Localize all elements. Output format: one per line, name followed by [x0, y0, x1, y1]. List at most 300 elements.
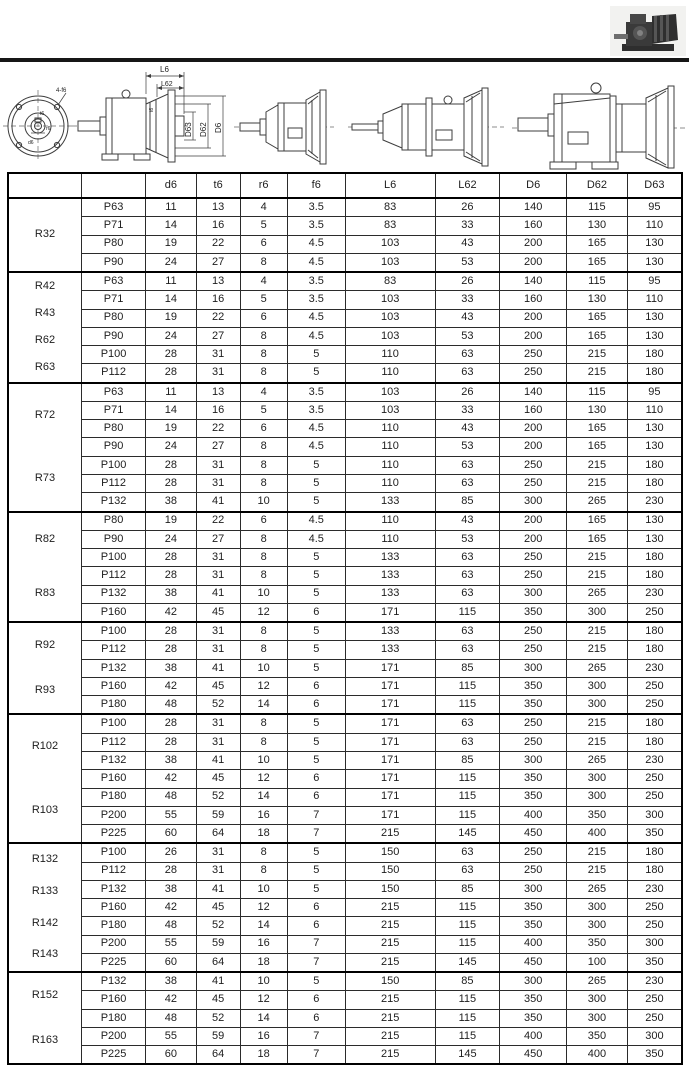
value-cell: 115 [435, 917, 500, 935]
value-cell: 165 [567, 253, 628, 272]
table-row [8, 899, 682, 917]
value-cell: 200 [500, 327, 567, 345]
table-row [8, 880, 682, 898]
value-cell: 115 [435, 1027, 500, 1045]
frame-size-cell: P180 [82, 1009, 146, 1027]
divider-rule [0, 58, 689, 62]
value-cell: 45 [196, 991, 240, 1009]
value-cell: 63 [435, 346, 500, 364]
value-cell: 3.5 [287, 291, 345, 309]
D62-dimension-label: D62 [199, 122, 208, 137]
value-cell: 165 [567, 235, 628, 253]
value-cell: 55 [146, 935, 197, 953]
value-cell: 27 [196, 438, 240, 456]
value-cell: 171 [345, 696, 435, 715]
value-cell: 5 [287, 585, 345, 603]
value-cell: 43 [435, 309, 500, 327]
value-cell: 43 [435, 512, 500, 531]
value-cell: 55 [146, 806, 197, 824]
extended-assembly-drawing [348, 88, 504, 166]
value-cell: 215 [345, 1046, 435, 1065]
value-cell: 19 [146, 309, 197, 327]
frame-size-cell: P100 [82, 346, 146, 364]
frame-size-cell: P90 [82, 253, 146, 272]
column-header: D63 [627, 173, 682, 198]
value-cell: 16 [196, 401, 240, 419]
value-cell: 26 [435, 198, 500, 217]
value-cell: 171 [345, 770, 435, 788]
value-cell: 133 [345, 585, 435, 603]
value-cell: 133 [345, 493, 435, 512]
value-cell: 180 [627, 714, 682, 733]
value-cell: 63 [435, 474, 500, 492]
value-cell: 140 [500, 383, 567, 402]
value-cell: 350 [500, 1009, 567, 1027]
value-cell: 215 [567, 641, 628, 659]
value-cell: 160 [500, 291, 567, 309]
value-cell: 250 [627, 603, 682, 622]
D63-dimension-label: D63 [184, 122, 193, 137]
value-cell: 7 [287, 953, 345, 972]
table-row [8, 235, 682, 253]
value-cell: 48 [146, 1009, 197, 1027]
value-cell: 24 [146, 253, 197, 272]
value-cell: 150 [345, 862, 435, 880]
value-cell: 63 [435, 585, 500, 603]
value-cell: 250 [500, 346, 567, 364]
model-group-cell [8, 843, 82, 972]
value-cell: 140 [500, 198, 567, 217]
value-cell: 41 [196, 585, 240, 603]
value-cell: 215 [345, 1027, 435, 1045]
value-cell: 28 [146, 641, 197, 659]
value-cell: 150 [345, 843, 435, 862]
frame-size-cell: P225 [82, 1046, 146, 1065]
value-cell: 5 [240, 291, 287, 309]
model-label: R93 [34, 684, 56, 697]
value-cell: 38 [146, 659, 197, 677]
value-cell: 12 [240, 677, 287, 695]
value-cell: 43 [435, 235, 500, 253]
table-row [8, 420, 682, 438]
value-cell: 300 [567, 917, 628, 935]
table-row [8, 825, 682, 844]
value-cell: 250 [500, 714, 567, 733]
value-cell: 115 [435, 806, 500, 824]
value-cell: 26 [435, 383, 500, 402]
value-cell: 450 [500, 953, 567, 972]
value-cell: 103 [345, 235, 435, 253]
value-cell: 31 [196, 474, 240, 492]
frame-size-cell: P160 [82, 770, 146, 788]
value-cell: 180 [627, 549, 682, 567]
value-cell: 63 [435, 549, 500, 567]
value-cell: 130 [627, 420, 682, 438]
value-cell: 14 [240, 788, 287, 806]
frame-size-cell: P90 [82, 327, 146, 345]
flange-front-view-drawing [3, 88, 74, 162]
value-cell: 300 [567, 899, 628, 917]
value-cell: 8 [240, 549, 287, 567]
frame-size-cell: P200 [82, 806, 146, 824]
value-cell: 28 [146, 622, 197, 641]
value-cell: 103 [345, 401, 435, 419]
value-cell: 300 [627, 935, 682, 953]
value-cell: 55 [146, 1027, 197, 1045]
frame-size-cell: P63 [82, 272, 146, 291]
value-cell: 5 [287, 733, 345, 751]
value-cell: 27 [196, 253, 240, 272]
value-cell: 95 [627, 198, 682, 217]
value-cell: 115 [435, 696, 500, 715]
frame-size-cell: P132 [82, 880, 146, 898]
value-cell: 115 [435, 677, 500, 695]
value-cell: 200 [500, 420, 567, 438]
table-row [8, 438, 682, 456]
value-cell: 42 [146, 770, 197, 788]
value-cell: 16 [240, 935, 287, 953]
value-cell: 171 [345, 714, 435, 733]
value-cell: 12 [240, 991, 287, 1009]
value-cell: 4 [240, 272, 287, 291]
value-cell: 350 [567, 935, 628, 953]
value-cell: 5 [287, 493, 345, 512]
model-label: R132 [31, 853, 59, 866]
value-cell: 150 [345, 972, 435, 991]
column-header: L6 [345, 173, 435, 198]
value-cell: 3.5 [287, 383, 345, 402]
value-cell: 230 [627, 972, 682, 991]
value-cell: 5 [287, 714, 345, 733]
spec-table [7, 172, 683, 1065]
gearmotor-photo [610, 6, 686, 56]
value-cell: 265 [567, 972, 628, 991]
value-cell: 350 [500, 899, 567, 917]
spec-table-body [8, 198, 682, 1064]
value-cell: 300 [500, 585, 567, 603]
value-cell: 4.5 [287, 327, 345, 345]
value-cell: 4.5 [287, 235, 345, 253]
value-cell: 31 [196, 641, 240, 659]
value-cell: 250 [500, 843, 567, 862]
value-cell: 250 [500, 364, 567, 383]
value-cell: 215 [345, 935, 435, 953]
value-cell: 52 [196, 788, 240, 806]
value-cell: 300 [627, 806, 682, 824]
value-cell: 100 [567, 953, 628, 972]
value-cell: 31 [196, 714, 240, 733]
value-cell: 200 [500, 235, 567, 253]
value-cell: 250 [500, 474, 567, 492]
model-label: R73 [34, 472, 56, 485]
frame-size-cell: P200 [82, 935, 146, 953]
value-cell: 165 [567, 512, 628, 531]
frame-size-cell: P112 [82, 567, 146, 585]
value-cell: 41 [196, 972, 240, 991]
value-cell: 250 [627, 696, 682, 715]
value-cell: 265 [567, 751, 628, 769]
model-group-cell [8, 198, 82, 272]
value-cell: 5 [287, 972, 345, 991]
value-cell: 180 [627, 641, 682, 659]
value-cell: 8 [240, 622, 287, 641]
value-cell: 85 [435, 972, 500, 991]
frame-size-cell: P132 [82, 751, 146, 769]
value-cell: 171 [345, 677, 435, 695]
value-cell: 26 [146, 843, 197, 862]
table-row [8, 751, 682, 769]
value-cell: 11 [146, 383, 197, 402]
table-row [8, 401, 682, 419]
value-cell: 110 [345, 530, 435, 548]
model-label: R72 [34, 408, 56, 421]
value-cell: 10 [240, 972, 287, 991]
value-cell: 215 [345, 991, 435, 1009]
value-cell: 180 [627, 456, 682, 474]
value-cell: 6 [287, 677, 345, 695]
value-cell: 60 [146, 1046, 197, 1065]
value-cell: 6 [287, 899, 345, 917]
value-cell: 8 [240, 474, 287, 492]
value-cell: 8 [240, 530, 287, 548]
value-cell: 130 [627, 530, 682, 548]
value-cell: 6 [287, 788, 345, 806]
table-row [8, 935, 682, 953]
value-cell: 63 [435, 862, 500, 880]
value-cell: 171 [345, 733, 435, 751]
frame-size-cell: P132 [82, 493, 146, 512]
value-cell: 63 [435, 641, 500, 659]
value-cell: 230 [627, 659, 682, 677]
value-cell: 200 [500, 512, 567, 531]
value-cell: 85 [435, 880, 500, 898]
value-cell: 18 [240, 1046, 287, 1065]
value-cell: 250 [627, 1009, 682, 1027]
value-cell: 31 [196, 456, 240, 474]
value-cell: 110 [345, 364, 435, 383]
value-cell: 180 [627, 733, 682, 751]
table-row [8, 843, 682, 862]
frame-size-cell: P90 [82, 438, 146, 456]
value-cell: 171 [345, 806, 435, 824]
value-cell: 45 [196, 677, 240, 695]
table-row [8, 364, 682, 383]
model-label: R83 [34, 587, 56, 600]
value-cell: 95 [627, 383, 682, 402]
model-label: R42 [34, 279, 56, 292]
value-cell: 22 [196, 309, 240, 327]
value-cell: 3.5 [287, 401, 345, 419]
value-cell: 28 [146, 567, 197, 585]
model-group-cell [8, 512, 82, 623]
model-label: R102 [31, 740, 59, 753]
value-cell: 22 [196, 512, 240, 531]
value-cell: 5 [287, 622, 345, 641]
L62-dimension-label: L62 [161, 81, 173, 88]
value-cell: 160 [500, 401, 567, 419]
value-cell: 83 [345, 217, 435, 235]
value-cell: 115 [435, 770, 500, 788]
value-cell: 350 [500, 603, 567, 622]
value-cell: 300 [500, 880, 567, 898]
value-cell: 53 [435, 438, 500, 456]
value-cell: 145 [435, 953, 500, 972]
value-cell: 230 [627, 880, 682, 898]
column-header: r6 [240, 173, 287, 198]
value-cell: 63 [435, 714, 500, 733]
frame-size-cell: P160 [82, 899, 146, 917]
value-cell: 400 [500, 1027, 567, 1045]
value-cell: 52 [196, 917, 240, 935]
value-cell: 250 [500, 549, 567, 567]
frame-size-cell: P132 [82, 659, 146, 677]
value-cell: 165 [567, 327, 628, 345]
value-cell: 350 [500, 770, 567, 788]
value-cell: 180 [627, 622, 682, 641]
value-cell: 7 [287, 806, 345, 824]
value-cell: 42 [146, 991, 197, 1009]
value-cell: 5 [287, 346, 345, 364]
compact-side-view-drawing [234, 90, 334, 164]
frame-size-cell: P180 [82, 917, 146, 935]
frame-size-cell: P225 [82, 825, 146, 844]
frame-size-cell: P100 [82, 622, 146, 641]
value-cell: 4.5 [287, 420, 345, 438]
value-cell: 115 [567, 198, 628, 217]
value-cell: 16 [240, 1027, 287, 1045]
table-row [8, 585, 682, 603]
value-cell: 14 [240, 696, 287, 715]
column-header: f6 [287, 173, 345, 198]
value-cell: 215 [345, 917, 435, 935]
table-row [8, 530, 682, 548]
value-cell: 400 [567, 1046, 628, 1065]
value-cell: 215 [345, 953, 435, 972]
value-cell: 6 [287, 696, 345, 715]
table-row [8, 1027, 682, 1045]
value-cell: 300 [500, 751, 567, 769]
value-cell: 42 [146, 677, 197, 695]
value-cell: 41 [196, 659, 240, 677]
value-cell: 171 [345, 751, 435, 769]
value-cell: 64 [196, 825, 240, 844]
model-label: R92 [34, 638, 56, 651]
value-cell: 63 [435, 733, 500, 751]
value-cell: 31 [196, 549, 240, 567]
frame-size-cell: P100 [82, 456, 146, 474]
value-cell: 22 [196, 235, 240, 253]
value-cell: 110 [627, 217, 682, 235]
frame-size-cell: P90 [82, 530, 146, 548]
value-cell: 250 [627, 917, 682, 935]
table-row [8, 917, 682, 935]
value-cell: 43 [435, 420, 500, 438]
value-cell: 115 [435, 991, 500, 1009]
model-label: R152 [31, 988, 59, 1001]
value-cell: 33 [435, 291, 500, 309]
frame-size-cell: P112 [82, 474, 146, 492]
value-cell: 115 [435, 899, 500, 917]
value-cell: 200 [500, 253, 567, 272]
value-cell: 115 [567, 383, 628, 402]
frame-size-cell: P225 [82, 953, 146, 972]
value-cell: 4.5 [287, 309, 345, 327]
value-cell: 165 [567, 530, 628, 548]
value-cell: 14 [146, 291, 197, 309]
column-header: L62 [435, 173, 500, 198]
column-header: d6 [146, 173, 197, 198]
value-cell: 180 [627, 364, 682, 383]
value-cell: 10 [240, 880, 287, 898]
value-cell: 13 [196, 383, 240, 402]
value-cell: 300 [500, 972, 567, 991]
table-row [8, 217, 682, 235]
table-row [8, 953, 682, 972]
model-label: R103 [31, 803, 59, 816]
value-cell: 4.5 [287, 253, 345, 272]
value-cell: 250 [500, 862, 567, 880]
model-label: R32 [34, 228, 56, 241]
value-cell: 350 [627, 953, 682, 972]
table-row [8, 549, 682, 567]
value-cell: 150 [345, 880, 435, 898]
value-cell: 180 [627, 862, 682, 880]
value-cell: 41 [196, 751, 240, 769]
value-cell: 215 [567, 549, 628, 567]
value-cell: 18 [240, 825, 287, 844]
value-cell: 133 [345, 567, 435, 585]
value-cell: 103 [345, 291, 435, 309]
column-header [82, 173, 146, 198]
value-cell: 130 [627, 512, 682, 531]
value-cell: 400 [500, 806, 567, 824]
value-cell: 53 [435, 530, 500, 548]
value-cell: 31 [196, 364, 240, 383]
value-cell: 5 [287, 862, 345, 880]
table-row [8, 603, 682, 622]
value-cell: 27 [196, 327, 240, 345]
value-cell: 59 [196, 806, 240, 824]
value-cell: 350 [500, 991, 567, 1009]
value-cell: 14 [240, 917, 287, 935]
value-cell: 350 [500, 917, 567, 935]
value-cell: 52 [196, 1009, 240, 1027]
value-cell: 31 [196, 733, 240, 751]
table-row [8, 770, 682, 788]
value-cell: 28 [146, 549, 197, 567]
value-cell: 300 [500, 493, 567, 512]
value-cell: 165 [567, 309, 628, 327]
value-cell: 13 [196, 198, 240, 217]
value-cell: 18 [240, 953, 287, 972]
frame-size-cell: P100 [82, 843, 146, 862]
table-row [8, 512, 682, 531]
value-cell: 230 [627, 751, 682, 769]
value-cell: 350 [500, 788, 567, 806]
frame-size-cell: P132 [82, 585, 146, 603]
value-cell: 28 [146, 346, 197, 364]
value-cell: 59 [196, 935, 240, 953]
value-cell: 130 [627, 309, 682, 327]
value-cell: 215 [567, 364, 628, 383]
value-cell: 7 [287, 935, 345, 953]
value-cell: 4.5 [287, 438, 345, 456]
value-cell: 83 [345, 272, 435, 291]
value-cell: 31 [196, 567, 240, 585]
value-cell: 250 [500, 456, 567, 474]
value-cell: 45 [196, 770, 240, 788]
value-cell: 28 [146, 474, 197, 492]
